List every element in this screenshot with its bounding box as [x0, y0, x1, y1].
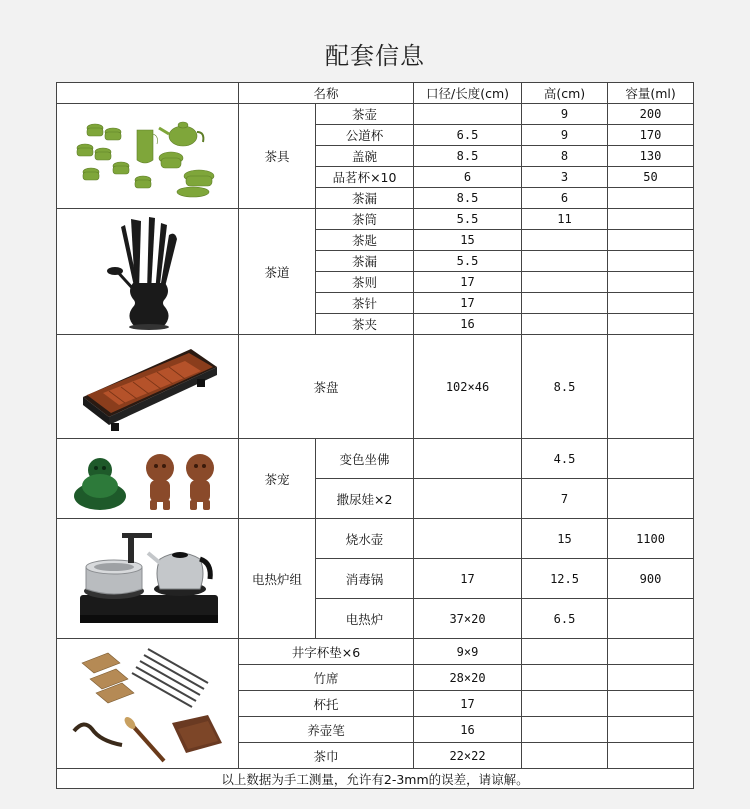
- header-capacity: 容量(ml): [608, 83, 694, 104]
- item-capacity: 1100: [608, 519, 694, 559]
- item-name: 养壶笔: [239, 717, 414, 743]
- item-name: 茶漏: [316, 188, 414, 209]
- item-capacity: [608, 209, 694, 230]
- item-name: 电热炉: [316, 599, 414, 639]
- spec-table: [56, 82, 694, 789]
- header-height: 高(cm): [522, 83, 608, 104]
- item-height: 11: [522, 209, 608, 230]
- group-label-stove: 电热炉组: [239, 519, 316, 639]
- item-name: 烧水壶: [316, 519, 414, 559]
- item-capacity: [608, 251, 694, 272]
- item-diameter: 17: [414, 272, 522, 293]
- tea-pets-image: [57, 439, 239, 519]
- accessories-image: [57, 639, 239, 769]
- item-name: 茶则: [316, 272, 414, 293]
- item-capacity: [608, 743, 694, 769]
- item-height: [522, 743, 608, 769]
- item-name: 变色坐佛: [316, 439, 414, 479]
- item-name: 消毒锅: [316, 559, 414, 599]
- item-diameter: 6.5: [414, 125, 522, 146]
- table-row: [57, 519, 694, 559]
- item-capacity: [608, 639, 694, 665]
- item-height: 4.5: [522, 439, 608, 479]
- item-height: [522, 314, 608, 335]
- item-name: 茶壶: [316, 104, 414, 125]
- item-height: [522, 272, 608, 293]
- tea-tools-image: [57, 209, 239, 335]
- group-label-tea-set: 茶具: [239, 104, 316, 209]
- item-height: 12.5: [522, 559, 608, 599]
- item-diameter: [414, 104, 522, 125]
- tea-tray-image: [57, 335, 239, 439]
- item-capacity: 50: [608, 167, 694, 188]
- item-capacity: 170: [608, 125, 694, 146]
- header-name: 名称: [239, 83, 414, 104]
- item-capacity: [608, 717, 694, 743]
- item-capacity: [608, 230, 694, 251]
- item-diameter: 102×46: [414, 335, 522, 439]
- item-name: 公道杯: [316, 125, 414, 146]
- item-height: 8.5: [522, 335, 608, 439]
- item-diameter: 5.5: [414, 251, 522, 272]
- item-diameter: 22×22: [414, 743, 522, 769]
- item-name: 撒尿娃×2: [316, 479, 414, 519]
- item-name: 茶漏: [316, 251, 414, 272]
- header-row: [57, 83, 694, 104]
- item-height: [522, 717, 608, 743]
- item-name: 井字杯垫×6: [239, 639, 414, 665]
- item-diameter: 28×20: [414, 665, 522, 691]
- page-title: 配套信息: [325, 42, 425, 70]
- item-capacity: [608, 293, 694, 314]
- footer-row: [57, 769, 694, 789]
- item-height: 7: [522, 479, 608, 519]
- header-blank: [57, 83, 239, 104]
- item-name: 品茗杯×10: [316, 167, 414, 188]
- item-height: 6.5: [522, 599, 608, 639]
- item-diameter: [414, 439, 522, 479]
- tea-tray-label: 茶盘: [239, 335, 414, 439]
- item-diameter: 17: [414, 293, 522, 314]
- table-row: [57, 104, 694, 125]
- item-capacity: 200: [608, 104, 694, 125]
- item-capacity: [608, 188, 694, 209]
- item-diameter: 15: [414, 230, 522, 251]
- item-capacity: 900: [608, 559, 694, 599]
- item-height: 9: [522, 104, 608, 125]
- item-capacity: [608, 599, 694, 639]
- stove-image: [57, 519, 239, 639]
- item-name: 茶匙: [316, 230, 414, 251]
- item-diameter: 8.5: [414, 188, 522, 209]
- item-diameter: 6: [414, 167, 522, 188]
- group-label-tea-tools: 茶道: [239, 209, 316, 335]
- item-name: 茶夹: [316, 314, 414, 335]
- item-capacity: [608, 314, 694, 335]
- item-capacity: [608, 691, 694, 717]
- footer-note: 以上数据为手工测量，允许有2-3mm的误差，请谅解。: [57, 769, 694, 789]
- item-height: 15: [522, 519, 608, 559]
- item-name: 茶针: [316, 293, 414, 314]
- item-height: 3: [522, 167, 608, 188]
- item-diameter: 9×9: [414, 639, 522, 665]
- item-capacity: [608, 439, 694, 479]
- item-capacity: [608, 479, 694, 519]
- item-diameter: 8.5: [414, 146, 522, 167]
- header-diameter: 口径/长度(cm): [414, 83, 522, 104]
- item-name: 茶巾: [239, 743, 414, 769]
- item-height: [522, 251, 608, 272]
- item-capacity: [608, 665, 694, 691]
- item-capacity: [608, 335, 694, 439]
- table-row: [57, 439, 694, 479]
- item-diameter: 37×20: [414, 599, 522, 639]
- item-height: [522, 665, 608, 691]
- item-name: 盖碗: [316, 146, 414, 167]
- item-diameter: [414, 479, 522, 519]
- item-height: [522, 293, 608, 314]
- item-diameter: [414, 519, 522, 559]
- item-height: [522, 639, 608, 665]
- item-height: [522, 230, 608, 251]
- item-height: [522, 691, 608, 717]
- table-row: [57, 639, 694, 665]
- group-label-tea-pets: 茶宠: [239, 439, 316, 519]
- tea-set-image: [57, 104, 239, 209]
- item-capacity: [608, 272, 694, 293]
- item-capacity: 130: [608, 146, 694, 167]
- table-row: [57, 209, 694, 230]
- item-diameter: 5.5: [414, 209, 522, 230]
- item-diameter: 16: [414, 717, 522, 743]
- item-diameter: 16: [414, 314, 522, 335]
- item-height: 9: [522, 125, 608, 146]
- item-name: 杯托: [239, 691, 414, 717]
- item-diameter: 17: [414, 691, 522, 717]
- item-height: 6: [522, 188, 608, 209]
- item-height: 8: [522, 146, 608, 167]
- table-row: [57, 335, 694, 439]
- item-name: 竹席: [239, 665, 414, 691]
- item-name: 茶筒: [316, 209, 414, 230]
- item-diameter: 17: [414, 559, 522, 599]
